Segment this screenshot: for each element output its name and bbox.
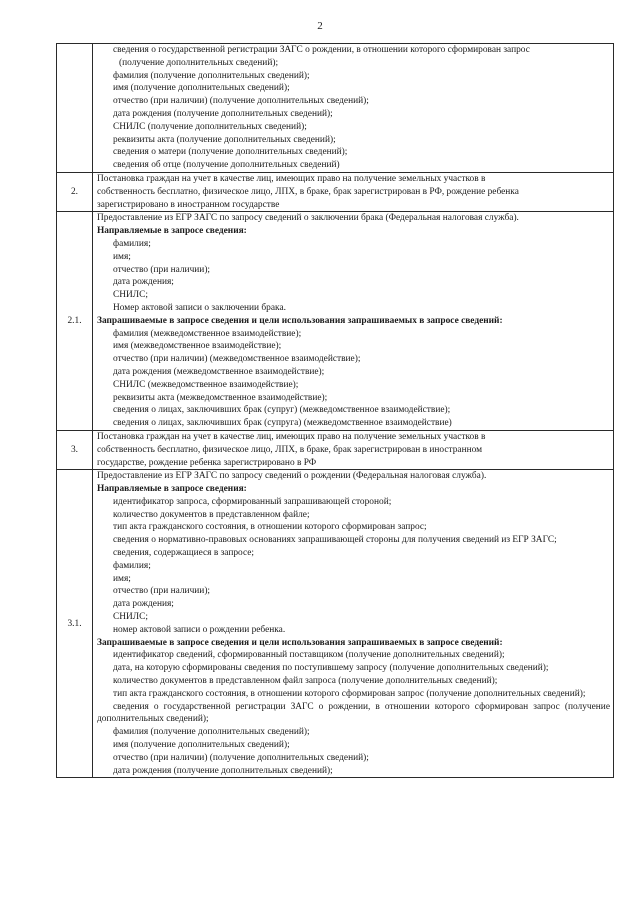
section-heading: Запрашиваемые в запросе сведения и цели использования запрашиваемых в запросе сведений: [97, 315, 503, 326]
text-line: собственность бесплатно, физическое лицо, ЛПХ, в браке, брак зарегистрирован в иностранном [97, 444, 483, 455]
text-line: отчество (при наличии) (получение дополнительных сведений); [113, 752, 369, 763]
text-line: тип акта гражданского состояния, в отношении которого сформирован запрос (получение дополнительных сведений); [113, 688, 586, 699]
section-heading: Запрашиваемые в запросе сведения и цели использования запрашиваемых в запросе сведений: [97, 637, 503, 648]
row-content [93, 470, 614, 778]
text-line: отчество (при наличии); [113, 586, 211, 597]
section-heading: Направляемые в запросе сведения: [97, 484, 247, 495]
text-line: реквизиты акта (межведомственное взаимодействие); [113, 392, 328, 403]
text-line: сведения о государственной регистрации ЗАГС о рождении, в отношении которого сформирован запрос (получение дополнительных сведений); [97, 701, 610, 725]
text-line: СНИЛС (получение дополнительных сведений); [113, 121, 307, 132]
text-line: СНИЛС (межведомственное взаимодействие); [113, 379, 299, 390]
table-row [57, 212, 614, 431]
text-line: (получение дополнительных сведений); [119, 57, 279, 68]
text-line: имя; [113, 573, 131, 584]
text-line: имя (получение дополнительных сведений); [113, 83, 290, 94]
text-line: тип акта гражданского состояния, в отношении которого сформирован запрос; [113, 522, 427, 533]
text-line: отчество (при наличии); [113, 264, 211, 275]
text-line: количество документов в представленном файле; [113, 509, 310, 520]
text-line: сведения о государственной регистрации ЗАГС о рождении, в отношении которого сформирован запрос [113, 45, 530, 55]
text-line: дата рождения (получение дополнительных сведений); [113, 765, 333, 776]
text-line: дата рождения; [113, 277, 174, 288]
text-line: сведения об отце (получение дополнительных сведений) [113, 160, 340, 171]
text-line: отчество (при наличии) (получение дополнительных сведений); [113, 96, 369, 107]
text-line: Постановка граждан на учет в качестве лиц, имеющих право на получение земельных участков в [97, 431, 486, 442]
row-content [93, 430, 614, 469]
row-number: 3.1. [57, 470, 93, 778]
text-line: Постановка граждан на учет в качестве лиц, имеющих право на получение земельных участков в [97, 173, 486, 184]
text-line: номер актовой записи о рождении ребенка. [113, 624, 286, 635]
text-line: СНИЛС; [113, 612, 149, 623]
table-row [57, 470, 614, 778]
text-line: Предоставление из ЕГР ЗАГС по запросу сведений о рождении (Федеральная налоговая служба). [97, 471, 487, 482]
section-heading: Направляемые в запросе сведения: [97, 226, 247, 237]
text-line: фамилия (межведомственное взаимодействие); [113, 328, 302, 339]
text-line: дата рождения (получение дополнительных сведений); [113, 108, 333, 119]
text-line: сведения о лицах, заключивших брак (супруга) (межведомственное взаимодействие) [113, 418, 452, 429]
row-number [57, 44, 93, 173]
row-content [93, 44, 614, 173]
text-line: собственность бесплатно, физическое лицо, ЛПХ, в браке, брак зарегистрирован в РФ, рождение ребенка [97, 186, 519, 197]
table-row [57, 44, 614, 173]
text-line: СНИЛС; [113, 290, 149, 301]
text-line: сведения о матери (получение дополнительных сведений); [113, 147, 348, 158]
text-line: дата, на которую сформированы сведения по поступившему запросу (получение дополнительных сведений); [113, 663, 549, 674]
text-line: имя; [113, 251, 131, 262]
text-line: Номер актовой записи о заключении брака. [113, 302, 286, 313]
row-number: 2.1. [57, 212, 93, 431]
row-content [93, 212, 614, 431]
row-number: 3. [57, 430, 93, 469]
text-line: имя (получение дополнительных сведений); [113, 740, 290, 751]
requirements-table [56, 43, 614, 778]
text-line: количество документов в представленном файл запроса (получение дополнительных сведений); [113, 676, 498, 687]
text-line: государстве, рождение ребенка зарегистрировано в РФ [97, 457, 317, 468]
text-line: сведения о нормативно-правовых основаниях запрашивающей стороны для получения сведений из ЕГР ЗАГС; [113, 535, 557, 546]
text-line: дата рождения; [113, 599, 174, 610]
text-line: сведения о лицах, заключивших брак (супруг) (межведомственное взаимодействие); [113, 405, 451, 416]
text-line: дата рождения (межведомственное взаимодействие); [113, 366, 325, 377]
text-line: фамилия (получение дополнительных сведений); [113, 70, 310, 81]
text-line: отчество (при наличии) (межведомственное взаимодействие); [113, 354, 361, 365]
table-row [57, 430, 614, 469]
page-number: 2 [317, 20, 323, 32]
text-line: фамилия; [113, 238, 151, 249]
text-line: сведения, содержащиеся в запросе; [113, 548, 254, 559]
text-line: идентификатор сведений, сформированный поставщиком (получение дополнительных сведений); [113, 650, 505, 661]
table-row [57, 172, 614, 211]
text-line: фамилия (получение дополнительных сведений); [113, 727, 310, 738]
row-content [93, 172, 614, 211]
text-line: Предоставление из ЕГР ЗАГС по запросу сведений о заключении брака (Федеральная налоговая служба). [97, 213, 519, 224]
text-line: реквизиты акта (получение дополнительных сведений); [113, 134, 336, 145]
row-number: 2. [57, 172, 93, 211]
text-line: зарегистрировано в иностранном государстве [97, 199, 280, 210]
text-line: фамилия; [113, 560, 151, 571]
table-body [57, 44, 614, 778]
text-line: имя (межведомственное взаимодействие); [113, 341, 282, 352]
text-line: идентификатор запроса, сформированный запрашивающей стороной; [113, 496, 392, 507]
